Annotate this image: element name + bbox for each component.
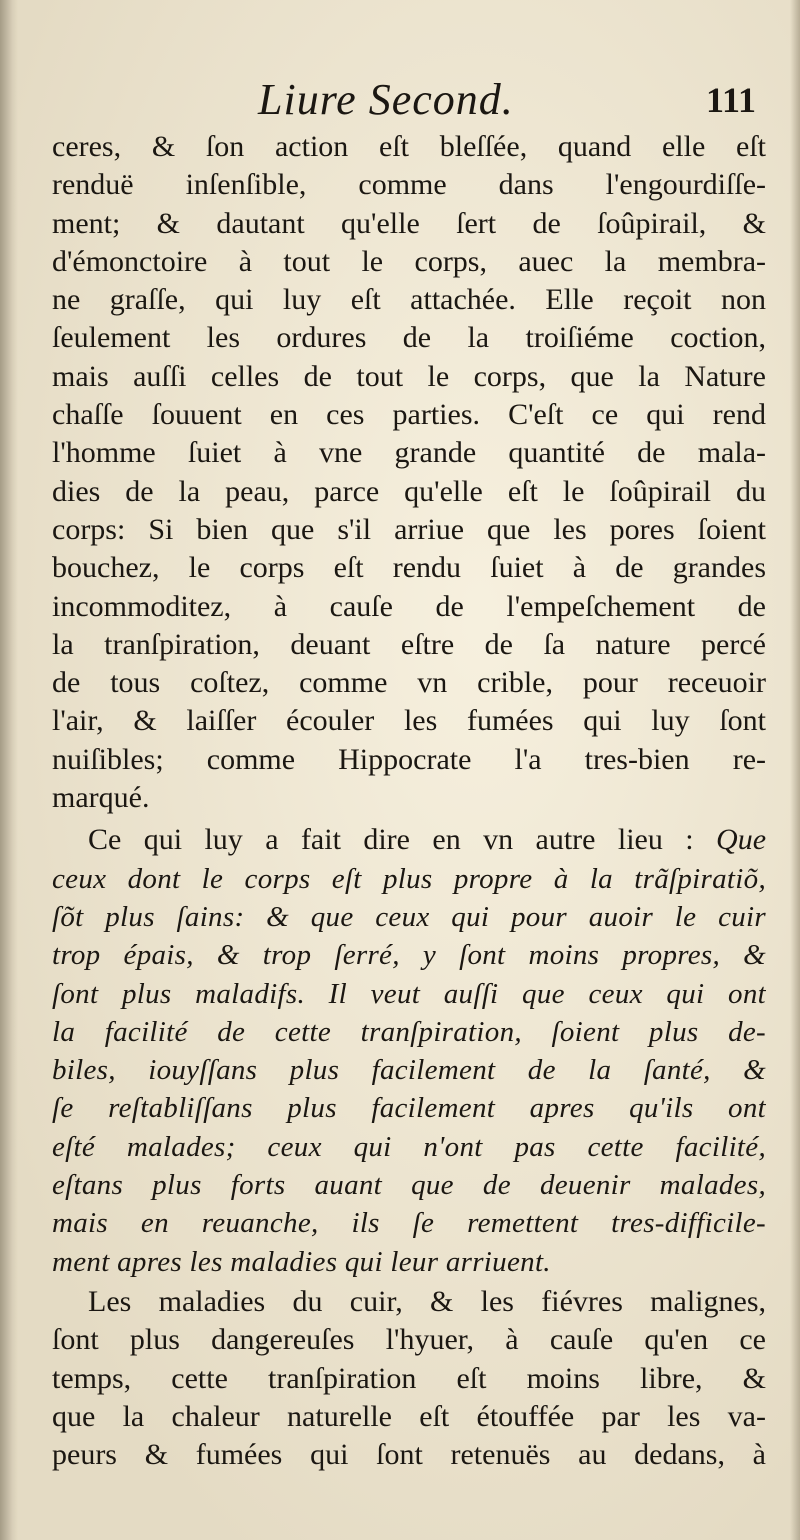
page-number: 111 — [705, 80, 756, 120]
text-line: de tous coſtez, comme vn crible, pour receuoir — [52, 666, 766, 700]
quote-line: eſté malades; ceux qui n'ont pas cette facilité, — [52, 1130, 766, 1163]
quote-intro: Ce qui luy a fait dire en vn autre lieu : — [88, 823, 694, 857]
text-line: renduë inſenſible, comme dans l'engourdiſſe- — [52, 168, 766, 202]
hippocrates-quote — [52, 860, 766, 1281]
text-line: la tranſpiration, deuant eſtre de ſa nature percé — [52, 627, 766, 661]
text-line: dies de la peau, parce qu'elle eſt le ſoûpirail du — [52, 474, 766, 508]
text-line: corps: Si bien que s'il arriue que les pores ſoient — [52, 512, 766, 546]
quote-start: Que — [716, 823, 766, 857]
text-line: ment; & dautant qu'elle ſert de ſoûpirail, & — [52, 206, 766, 240]
quote-line: ſõt plus ſains: & que ceux qui pour auoir le cuir — [52, 900, 766, 933]
text-line: d'émonctoire à tout le corps, auec la membra- — [52, 244, 766, 278]
body-text — [52, 128, 766, 1474]
text-line: mais auſſi celles de tout le corps, que la Nature — [52, 359, 766, 393]
running-head: Liure Second. — [258, 75, 514, 124]
page-gutter — [0, 0, 18, 1540]
paragraph-3 — [52, 1283, 766, 1474]
quote-line: ſont plus maladifs. Il veut auſſi que ceux qui ont — [52, 977, 766, 1010]
page-header — [58, 72, 758, 128]
quote-line: eſtans plus forts auant que de deuenir malades, — [52, 1169, 766, 1202]
text-line: ceres, & ſon action eſt bleſſée, quand elle eſt — [52, 130, 766, 163]
page-edge — [790, 0, 800, 1540]
text-line: ne graſſe, qui luy eſt attachée. Elle reçoit non — [52, 283, 766, 317]
text-line: Les maladies du cuir, & les fiévres malignes, — [88, 1284, 766, 1318]
text-line: marqué. — [52, 781, 150, 815]
text-line: incommoditez, à cauſe de l'empeſchement de — [52, 589, 766, 623]
text-line: l'air, & laiſſer écouler les fumées qui luy ſont — [52, 704, 766, 738]
text-line: ſeulement les ordures de la troiſiéme coction, — [52, 321, 766, 355]
text-line: nuiſibles; comme Hippocrate l'a tres-bien re- — [52, 742, 766, 776]
quote-line: la facilité de cette tranſpiration, ſoient plus de- — [52, 1015, 766, 1048]
text-line: chaſſe ſouuent en ces parties. C'eſt ce qui rend — [52, 398, 766, 432]
text-line: peurs & fumées qui ſont retenuës au dedans, à — [52, 1438, 766, 1472]
quote-line: biles, iouyſſans plus facilement de la ſanté, & — [52, 1054, 766, 1087]
text-line: bouchez, le corps eſt rendu ſuiet à de grandes — [52, 551, 766, 585]
text-line: l'homme ſuiet à vne grande quantité de mala- — [52, 436, 766, 470]
text-line: que la chaleur naturelle eſt étouffée par les va- — [52, 1399, 766, 1433]
quote-line: trop épais, & trop ſerré, y ſont moins propres, & — [52, 939, 766, 972]
text-line: temps, cette tranſpiration eſt moins libre, & — [52, 1361, 766, 1395]
quote-line: mais en reuanche, ils ſe remettent tres-difficile- — [52, 1207, 766, 1240]
paragraph-1 — [52, 128, 766, 817]
quote-line: ſe reſtabliſſans plus facilement apres qu'ils ont — [52, 1092, 766, 1125]
text-line: ſont plus dangereuſes l'hyuer, à cauſe qu'en ce — [52, 1323, 766, 1357]
paragraph-2 — [52, 821, 766, 1281]
quote-line: ceux dont le corps eſt plus propre à la trãſpiratiõ, — [52, 862, 766, 895]
quote-line: ment apres les maladies qui leur arriuent. — [52, 1245, 551, 1278]
text-line — [52, 821, 766, 859]
